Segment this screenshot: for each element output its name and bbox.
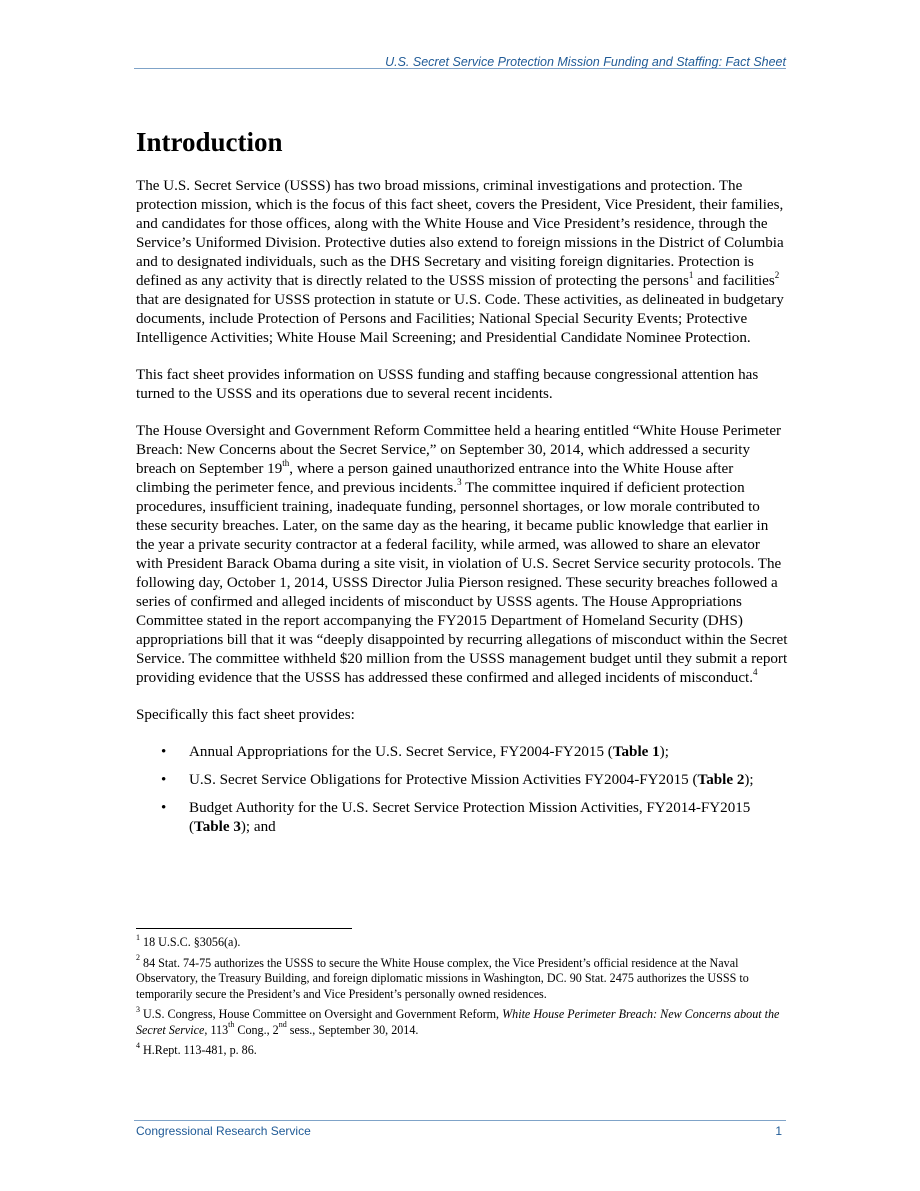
page-number: 1 [775, 1124, 782, 1138]
footer-rule [134, 1120, 786, 1121]
footnote-text: sess., September 30, 2014. [286, 1022, 419, 1037]
footnote-ref-4[interactable]: 4 [753, 666, 758, 677]
paragraph-text: The committee inquired if deficient protection procedures, insufficient training, inadequate funding, personnel shortages, or low morale contributed to these security breaches. Later, on the same day as the hearing, it became public knowledge that earlier in the year a private security contractor at a federal facility, while armed, was allowed to share an elevator with President Barack Obama during a site visit, in violation of U.S. Secret Service security protocols. The following day, October 1, 2014, USSS Director Julia Pierson resigned. These security breaches followed a series of confirmed and alleged incidents of misconduct by USSS agents. The House Appropriations Committee stated in the report accompanying the FY2015 Department of Homeland Security (DHS) appropriations bill that it was “deeply disappointed by recurring allegations of misconduct within the Secret Service. The committee withheld $20 million from the USSS management budget until they submit a report providing evidence that the USSS has addressed these confirmed and alleged incidents of misconduct. [136, 480, 788, 686]
footnote-text: H.Rept. 113-481, p. 86. [140, 1043, 257, 1057]
footnote-ref-1[interactable]: 1 [688, 269, 694, 280]
footnote-text: Cong., 2 [234, 1022, 279, 1037]
list-item [136, 743, 788, 762]
header-rule [134, 68, 786, 69]
table-reference[interactable]: Table 2 [697, 772, 745, 788]
paragraph-text: that are designated for USSS protection in statute or U.S. Code. These activities, as delineated in budgetary documents, include Protection of Persons and Facilities; National Special Security Events; Protective Intelligence Activities; White House Mail Screening; and Presidential Candidate Nominee Protection. [136, 292, 784, 346]
footnote-4 [136, 1040, 788, 1059]
list-item [136, 771, 788, 790]
footnote-number: 3 [136, 1004, 140, 1014]
list-item-text: ); and [240, 819, 276, 835]
paragraph-text: and facilities [693, 273, 775, 289]
paragraph-text: The House Oversight and Government Reform Committee held a hearing entitled “White House Perimeter Breach: New Concerns about the Secret Service,” on September 30, 2014, which addressed a security breach on September 19 [136, 423, 782, 477]
footnote-number: 2 [136, 953, 140, 963]
footnotes [136, 932, 788, 1064]
bullet-icon: • [161, 772, 167, 788]
footnote-number: 4 [136, 1040, 140, 1050]
footnote-text: 84 Stat. 74-75 authorizes the USSS to secure the White House complex, the Vice President’s official residence at the Naval Observatory, the Treasury Building, and foreign diplomatic missions in Washington, DC. 90 Stat. 2475 authorizes the USSS to temporarily secure the President’s and Vice President’s personally owned residences. [136, 955, 749, 1001]
running-header-title: U.S. Secret Service Protection Mission Funding and Staffing: Fact Sheet [385, 55, 786, 69]
footnote-3 [136, 1004, 788, 1038]
footnote-ref-3[interactable]: 3 [457, 476, 462, 487]
footnote-ref-2[interactable]: 2 [774, 269, 780, 280]
table-reference[interactable]: Table 1 [612, 744, 660, 760]
footnote-text: 18 U.S.C. §3056(a). [140, 935, 241, 949]
ordinal-suffix: th [228, 1020, 235, 1030]
list-item-text: Budget Authority for the U.S. Secret Service Protection Mission Activities, FY2014-FY2015 ( [189, 800, 751, 835]
list-item-text: Annual Appropriations for the U.S. Secret Service, FY2004-FY2015 ( [189, 744, 613, 760]
list-item [136, 799, 788, 837]
list-item-text: ); [659, 744, 669, 760]
paragraph-text: , where a person gained unauthorized entrance into the White House after climbing the perimeter fence, and previous incidents. [136, 461, 734, 496]
paragraph-hearing [136, 422, 788, 688]
main-content [136, 124, 788, 846]
bullet-icon: • [161, 744, 167, 760]
ordinal-suffix: nd [278, 1020, 287, 1030]
list-item-text: ); [744, 772, 754, 788]
paragraph-purpose: This fact sheet provides information on USSS funding and staffing because congressional attention has turned to the USSS and its operations due to several recent incidents. [136, 367, 759, 402]
footnote-separator [136, 928, 352, 929]
table-reference[interactable]: Table 3 [194, 819, 241, 835]
footnote-text: U.S. Congress, House Committee on Oversight and Government Reform, [140, 1007, 503, 1021]
footnote-1 [136, 932, 788, 951]
ordinal-suffix: th [282, 457, 290, 468]
footer-organization: Congressional Research Service [136, 1124, 311, 1138]
footnote-text: , 113 [204, 1022, 229, 1037]
paragraph-text: The U.S. Secret Service (USSS) has two broad missions, criminal investigations and protection. The protection mission, which is the focus of this fact sheet, covers the President, Vice President, their families, and candidates for those offices, along with the White House and Vice President’s residence, through the Service’s Uniformed Division. Protective duties also extend to foreign missions in the District of Columbia and to designated individuals, such as the DHS Secretary and visiting foreign dignitaries. Protection is defined as any activity that is directly related to the USSS mission of protecting the persons [136, 178, 784, 289]
footnote-number: 1 [136, 932, 140, 942]
list-item-text: U.S. Secret Service Obligations for Protective Mission Activities FY2004-FY2015 ( [189, 772, 698, 788]
bullet-icon: • [161, 800, 167, 816]
provides-list [136, 743, 788, 837]
hearing-title: White House Perimeter Breach: New Concerns about the Secret Service [136, 1007, 780, 1037]
paragraph-missions [136, 177, 788, 348]
footnote-2 [136, 953, 788, 1003]
paragraph-list-intro: Specifically this fact sheet provides: [136, 707, 355, 723]
section-title: Introduction [136, 127, 283, 157]
